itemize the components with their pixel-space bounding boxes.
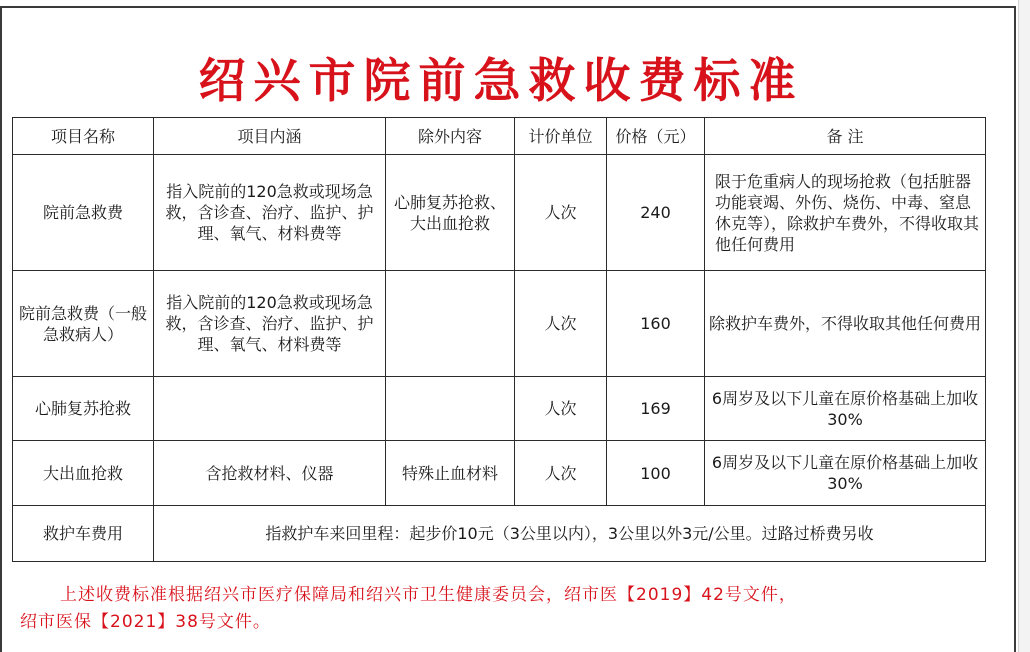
cell-price: 160	[607, 271, 705, 377]
cell-ambulance-content: 指救护车来回里程：起步价10元（3公里以内），3公里以外3元/公里。过路过桥费另收	[154, 506, 986, 562]
cell-excluded: 特殊止血材料	[386, 441, 515, 506]
table-row-ambulance	[13, 506, 986, 562]
page-title: 绍兴市院前急救收费标准	[198, 54, 804, 109]
table-row	[13, 155, 986, 271]
header-excluded: 除外内容	[386, 118, 515, 155]
header-price: 价格（元）	[607, 118, 705, 155]
cell-price: 169	[607, 377, 705, 441]
cell-item-name: 大出血抢救	[13, 441, 154, 506]
cell-item-content: 含抢救材料、仪器	[154, 441, 386, 506]
cell-price: 100	[607, 441, 705, 506]
cell-excluded	[386, 377, 515, 441]
cell-unit: 人次	[515, 271, 607, 377]
window-edge	[1018, 0, 1030, 652]
footer-line-1: 上述收费标准根据绍兴市医疗保障局和绍兴市卫生健康委员会，绍市医【2019】42号文件，	[60, 585, 797, 605]
footer-note	[20, 582, 980, 636]
cell-unit: 人次	[515, 441, 607, 506]
cell-price: 240	[607, 155, 705, 271]
cell-item-content	[154, 377, 386, 441]
cell-note: 6周岁及以下儿童在原价格基础上加收30%	[705, 441, 986, 506]
cell-item-name: 救护车费用	[13, 506, 154, 562]
fee-table	[12, 117, 986, 562]
cell-unit: 人次	[515, 377, 607, 441]
cell-item-name: 院前急救费（一般急救病人）	[13, 271, 154, 377]
cell-excluded	[386, 271, 515, 377]
cell-note: 除救护车费外，不得收取其他任何费用	[705, 271, 986, 377]
cell-item-content: 指入院前的120急救或现场急救，含诊查、治疗、监护、护理、氧气、材料费等	[154, 155, 386, 271]
table-row	[13, 441, 986, 506]
cell-note: 限于危重病人的现场抢救（包括脏器功能衰竭、外伤、烧伤、中毒、窒息休克等），除救护车费外，不得收取其他任何费用	[705, 155, 986, 271]
footer-line-2: 绍市医保【2021】38号文件。	[20, 612, 271, 632]
cell-unit: 人次	[515, 155, 607, 271]
cell-excluded: 心肺复苏抢救、大出血抢救	[386, 155, 515, 271]
cell-item-name: 院前急救费	[13, 155, 154, 271]
table-row	[13, 377, 986, 441]
cell-item-content: 指入院前的120急救或现场急救，含诊查、治疗、监护、护理、氧气、材料费等	[154, 271, 386, 377]
table-row	[13, 271, 986, 377]
table-header-row	[13, 118, 986, 155]
header-item-content: 项目内涵	[154, 118, 386, 155]
cell-item-name: 心肺复苏抢救	[13, 377, 154, 441]
cell-note: 6周岁及以下儿童在原价格基础上加收30%	[705, 377, 986, 441]
header-note: 备 注	[705, 118, 986, 155]
header-item-name: 项目名称	[13, 118, 154, 155]
header-unit: 计价单位	[515, 118, 607, 155]
